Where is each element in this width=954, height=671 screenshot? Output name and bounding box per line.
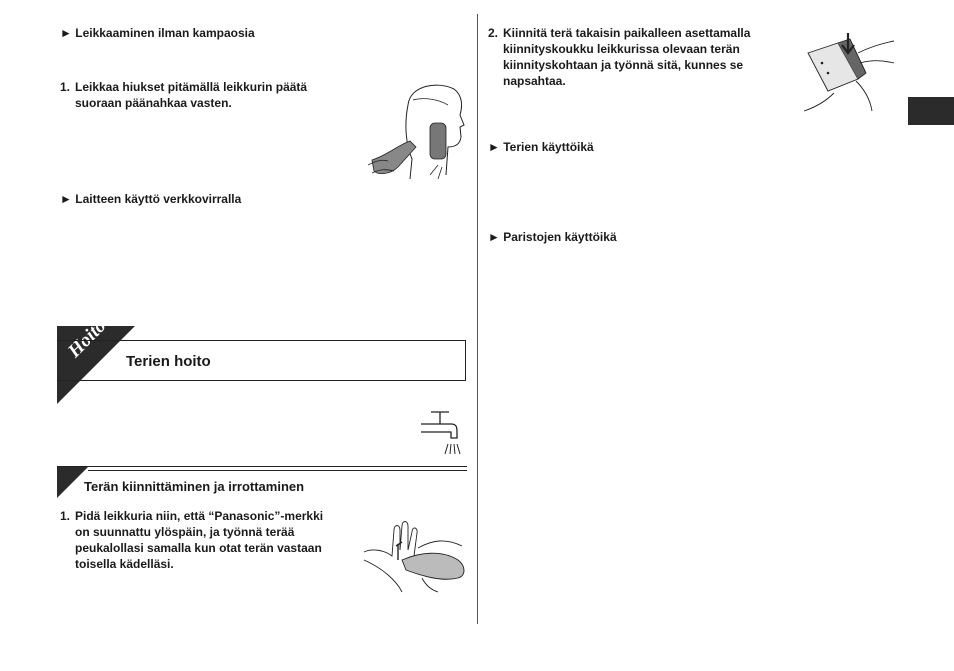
subheading-battery-life [488,230,617,244]
subheading-cut-without-comb [60,26,255,40]
step-1-attach [60,508,360,572]
hand-detach-blade-illustration [362,520,468,595]
subsection-title: Terän kiinnittäminen ja irrottaminen [84,479,305,494]
subheading-mains-use [60,192,241,206]
step-1-cut [60,79,360,111]
step-number: 1. [60,509,71,523]
triangle-right-icon: ► [60,26,72,40]
column-divider [477,14,478,624]
step-text-line-1: Kiinnitä terä takaisin paikalleen asettamalla [503,26,751,40]
section-tab-label: Hoito [64,315,111,362]
faucet-water-icon [419,410,465,458]
step-text-line-4: napsahtaa. [503,74,566,88]
triangle-right-icon: ► [488,230,500,244]
subsection-rule-inner [88,470,467,471]
step-number: 2. [488,26,499,40]
step-text-line-2: on suunnattu ylöspäin, ja työnnä terää [75,525,295,539]
triangle-right-icon: ► [488,140,500,154]
subheading-text: Terien käyttöikä [503,140,594,154]
section-title-box [57,340,466,381]
step-text-line-4: toisella kädelläsi. [75,557,174,571]
section-title: Terien hoito [126,353,211,370]
subsection-rule-top [57,466,467,467]
step-2-reattach [488,25,788,89]
step-text-line-1: Pidä leikkuria niin, että “Panasonic”-merkki [75,509,324,523]
step-text-line-1: Leikkaa hiukset pitämällä leikkurin päätä [75,80,308,94]
reattach-blade-illustration [798,33,896,113]
head-clipper-illustration [368,75,468,185]
subheading-text: Leikkaaminen ilman kampaosia [75,26,255,40]
subheading-blade-life [488,140,594,154]
step-number: 1. [60,80,71,94]
triangle-right-icon: ► [60,192,72,206]
step-text-line-2: suoraan päänahkaa vasten. [75,96,232,110]
language-tab-marker [908,97,954,125]
subheading-text: Laitteen käyttö verkkovirralla [75,192,242,206]
subheading-text: Paristojen käyttöikä [503,230,617,244]
step-text-line-2: kiinnityskoukku leikkurissa olevaan terän [503,42,740,56]
step-text-line-3: peukalollasi samalla kun otat terän vastaan [75,541,322,555]
step-text-line-3: kiinnityskohtaan ja työnnä sitä, kunnes se [503,58,744,72]
